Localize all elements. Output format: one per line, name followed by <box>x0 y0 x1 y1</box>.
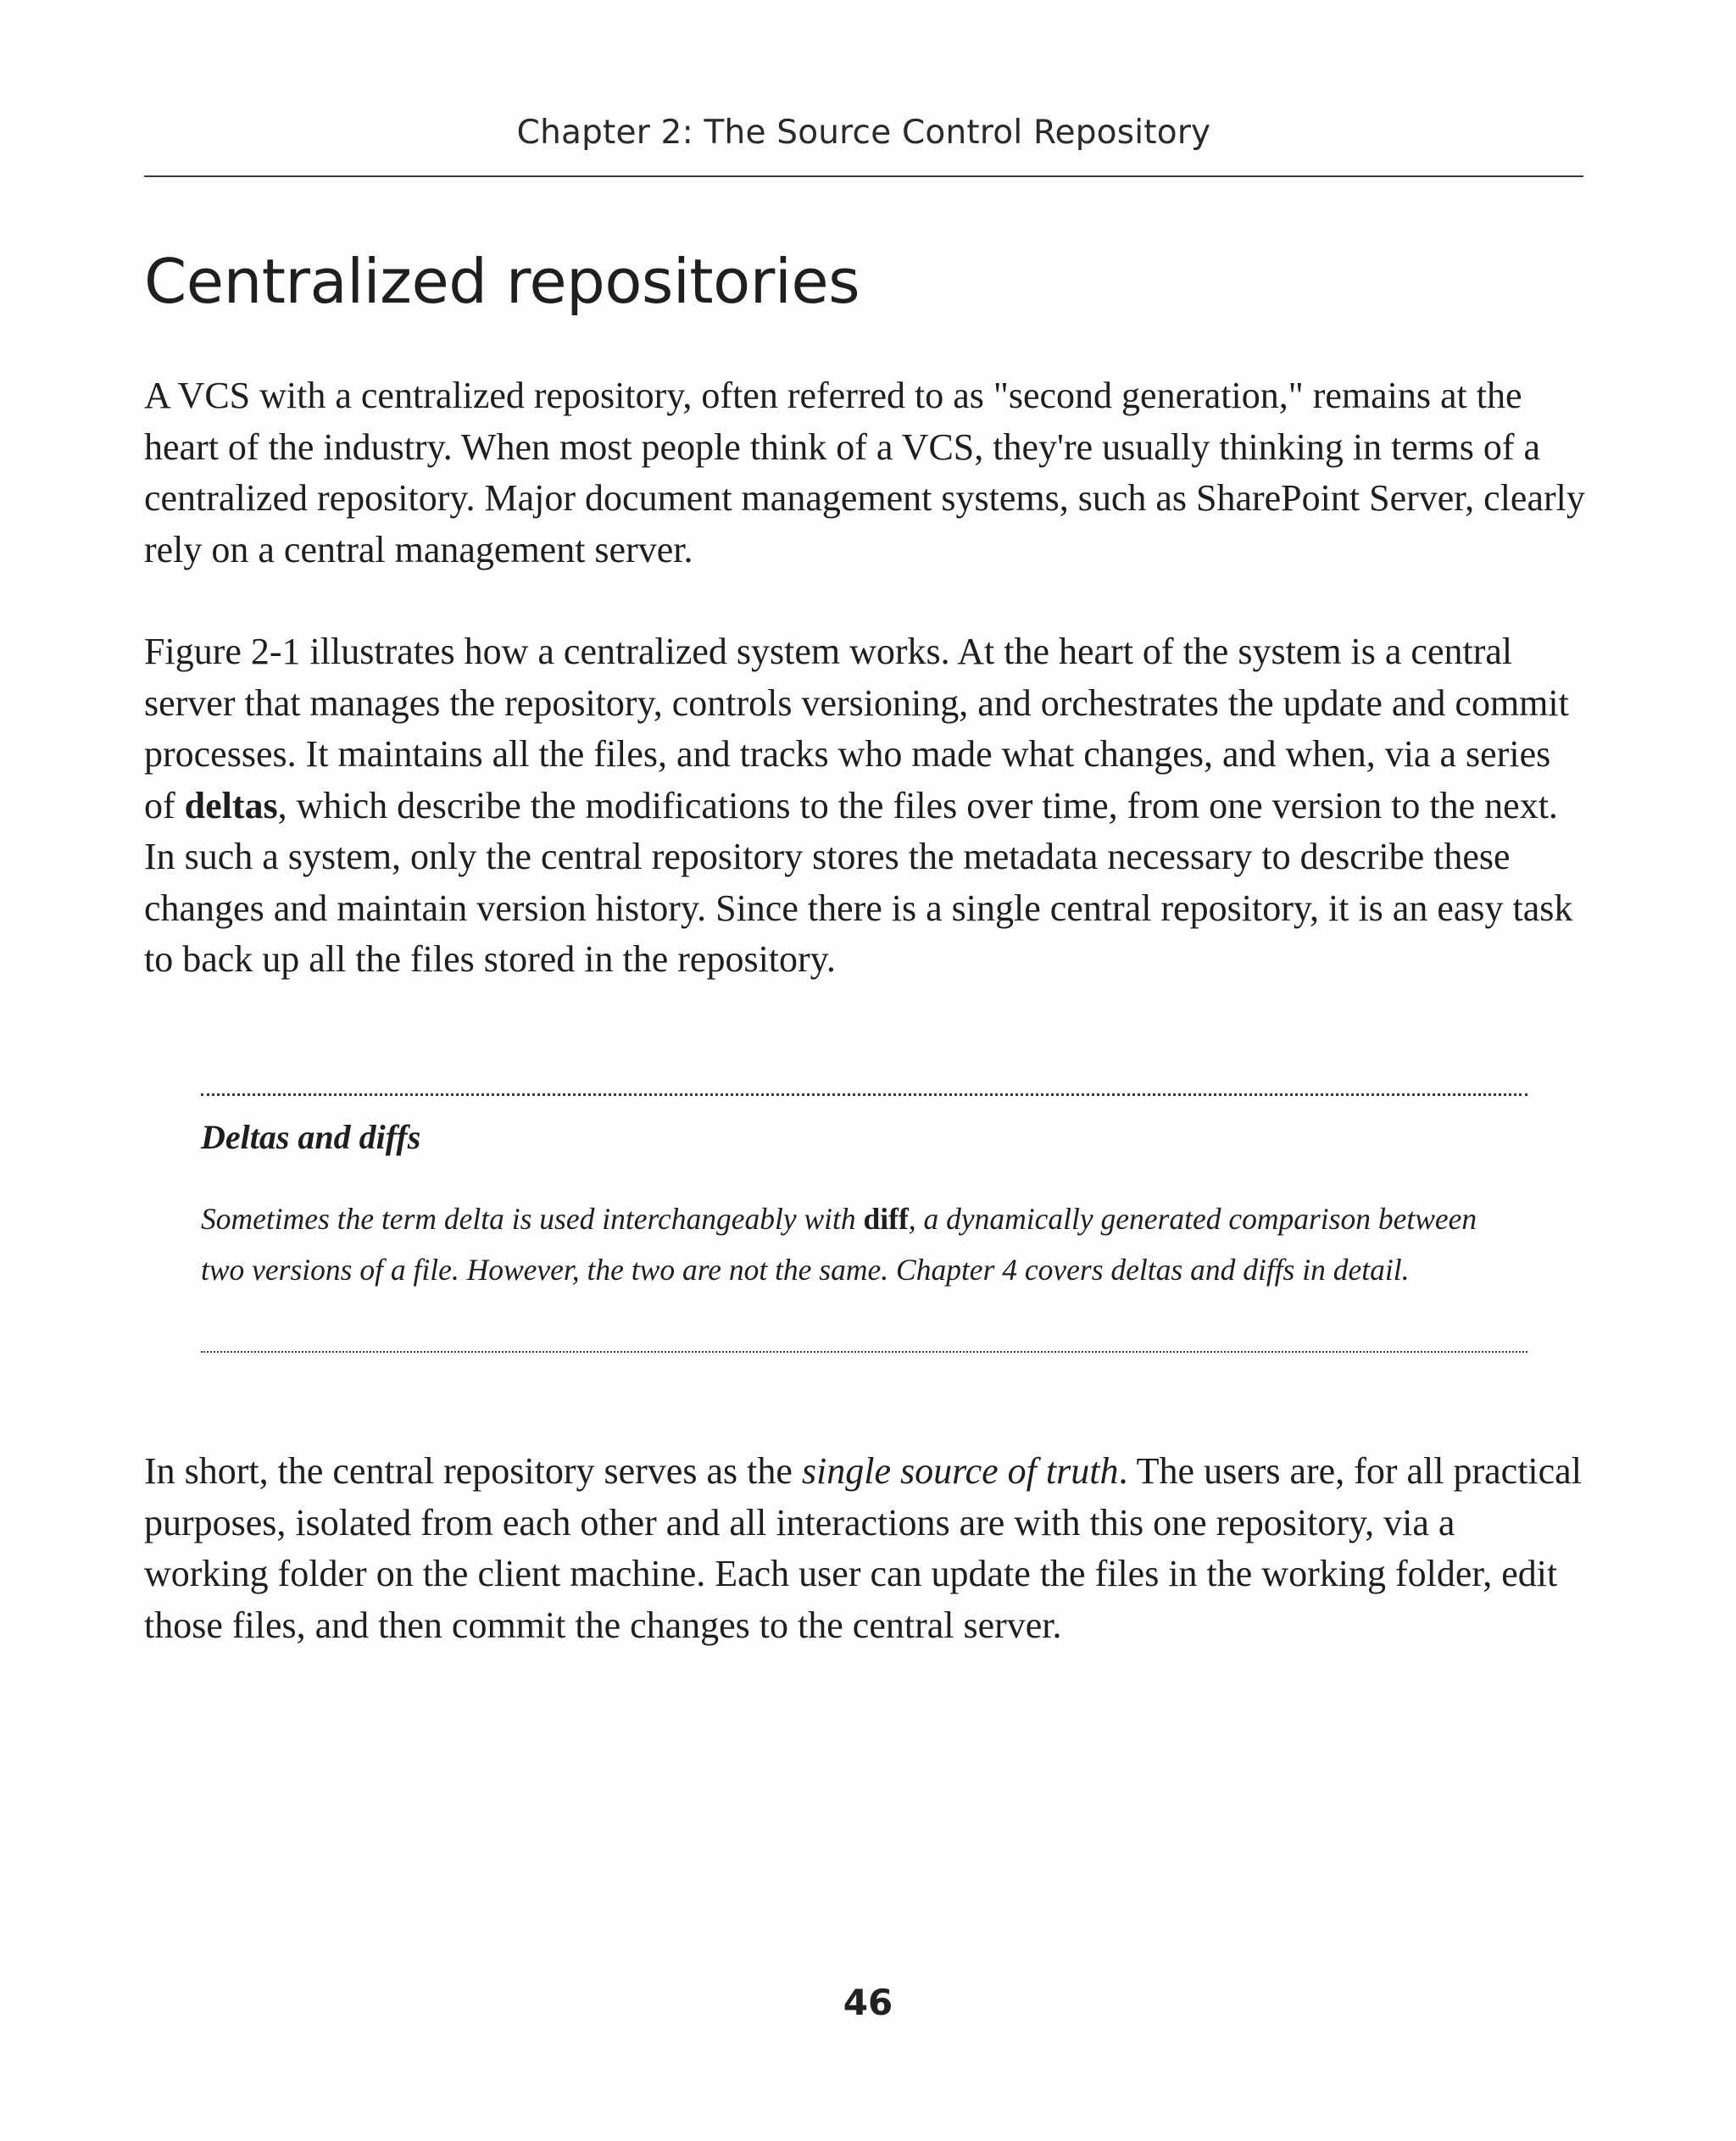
paragraph-summary <box>144 1446 1585 1651</box>
term-single-source-of-truth: single source of truth <box>801 1450 1119 1492</box>
section-title: Centralized repositories <box>144 246 860 317</box>
paragraph-text-start: Figure 2-1 illustrates how a centralized system works. At the heart of the system is a central server that manages the repository, controls versioning, and orchestrates the update and commit processes. It maintains all the files, and tracks who made what changes, and when, via a series of <box>144 631 1569 826</box>
paragraph-intro-text: A VCS with a centralized repository, often referred to as "second generation," remains at the heart of the industry. When most people think of a VCS, they're usually thinking in terms of a centralized repository. Major document management systems, such as SharePoint Server, clearly rely on a central management server. <box>144 375 1585 570</box>
term-diff: diff <box>863 1202 909 1236</box>
page-number: 46 <box>843 1982 893 2023</box>
sidebar-bottom-rule <box>201 1351 1527 1353</box>
paragraph-text-end: , which describe the modifications to the files over time, from one version to the next. In such a system, only the central repository stores the metadata necessary to describe these changes and maintain version history. Since there is a single central repository, it is an easy task to back up all the files stored in the repository. <box>144 784 1573 980</box>
sidebar-body <box>201 1193 1481 1295</box>
sidebar-note <box>201 1093 1527 1356</box>
paragraph-text-end: . The users are, for all practical purposes, isolated from each other and all interactions are with this one repository, via a working folder on the client machine. Each user can update the files in the working folder, edit those files, and then commit the changes to the central server. <box>144 1450 1582 1646</box>
header-rule <box>144 175 1583 177</box>
paragraph-intro <box>144 370 1585 576</box>
sidebar-top-rule <box>201 1093 1527 1096</box>
term-deltas: deltas <box>184 784 278 826</box>
running-header: Chapter 2: The Source Control Repository <box>516 114 1211 152</box>
sidebar-title: Deltas and diffs <box>201 1118 421 1156</box>
sidebar-text-start: Sometimes the term delta is used interchangeably with <box>201 1202 864 1236</box>
sidebar-text-end: , a dynamically generated comparison between two versions of a file. However, the two are not the same. Chapter 4 covers deltas and diffs in detail. <box>201 1202 1477 1287</box>
paragraph-text-start: In short, the central repository serves as the <box>144 1450 802 1492</box>
paragraph-figure-description <box>144 626 1585 986</box>
